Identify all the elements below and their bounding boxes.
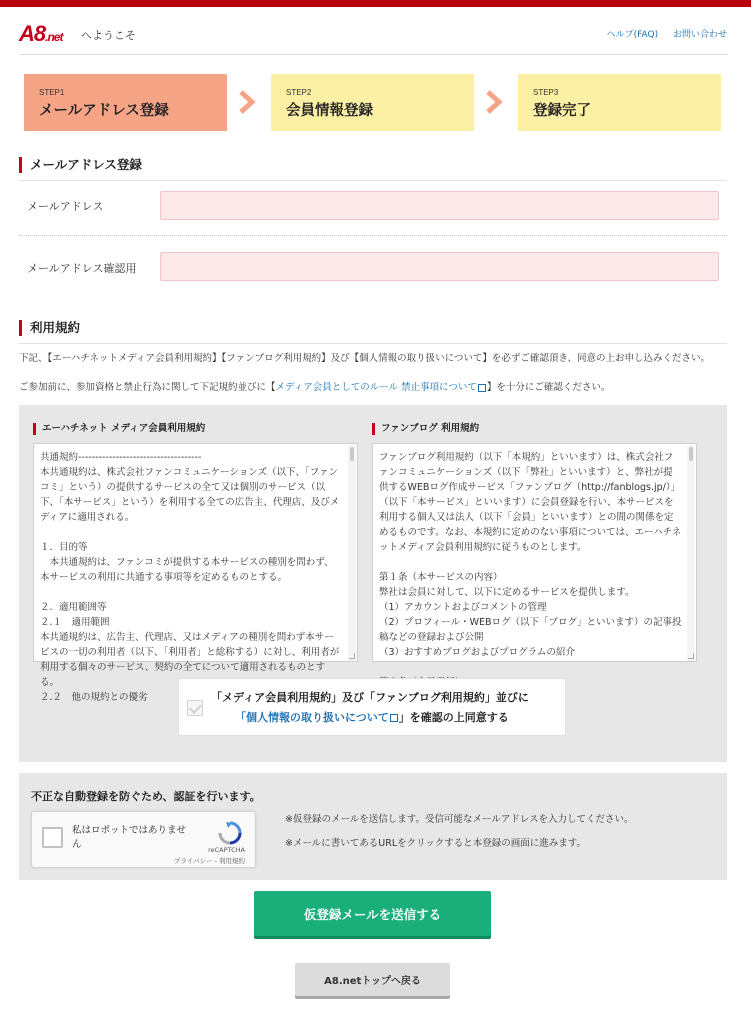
agree-text: 」を確認の上同意する xyxy=(398,711,509,724)
top-accent-bar xyxy=(0,0,751,7)
email-confirm-input[interactable] xyxy=(160,252,719,281)
media-terms-textarea[interactable] xyxy=(33,443,358,703)
step-2-label: 会員情報登録 xyxy=(286,103,373,119)
recaptcha-widget[interactable] xyxy=(31,811,256,868)
privacy-link-label: 「個人情報の取り扱いについて xyxy=(235,711,389,724)
email-label: メールアドレス xyxy=(27,200,104,213)
header-divider xyxy=(19,54,727,55)
step-1-number: STEP1 xyxy=(39,88,65,97)
recaptcha-logo-icon xyxy=(217,820,243,846)
field-divider xyxy=(19,235,727,236)
captcha-title: 不正な自動登録を防ぐため、認証を行います。 xyxy=(31,790,261,803)
fanblog-terms-title: ファンブログ 利用規約 xyxy=(372,423,479,435)
step-3 xyxy=(518,74,721,131)
send-provisional-email-button[interactable]: 仮登録メールを送信する xyxy=(254,891,491,936)
terms-description: 下記、【エーハチネットメディア会員利用規約】【ファンブログ利用規約】及び【個人情報の取り扱いについて】を必ずご確認頂き、同意の上お申し込みください。 xyxy=(19,353,711,364)
captcha-note-2: ※メールに書いてあるURLをクリックすると本登録の画面に進みます。 xyxy=(285,838,586,849)
agree-text-line1: 「メディア会員利用規約」及び「ファンブログ利用規約」並びに xyxy=(211,691,529,704)
step-1-label: メールアドレス登録 xyxy=(39,103,169,119)
chevron-right-icon xyxy=(481,89,507,115)
fanblog-terms-textarea[interactable] xyxy=(372,443,697,662)
logo-sub: .net xyxy=(45,30,63,44)
agree-checkbox[interactable] xyxy=(187,700,203,716)
a8net-logo[interactable] xyxy=(19,21,62,47)
step-2 xyxy=(271,74,474,131)
step-3-label: 登録完了 xyxy=(533,103,591,119)
chevron-right-icon xyxy=(234,89,260,115)
recaptcha-checkbox[interactable] xyxy=(42,827,63,848)
scrollbar-thumb[interactable] xyxy=(689,447,693,461)
email-confirm-label: メールアドレス確認用 xyxy=(27,262,137,275)
resize-grip-icon[interactable] xyxy=(349,653,355,659)
logo-main: A8 xyxy=(19,21,46,46)
recaptcha-label: 私はロボットではありません xyxy=(72,825,187,850)
email-input[interactable] xyxy=(160,191,719,220)
rules-link[interactable] xyxy=(276,382,487,393)
step-indicator xyxy=(24,74,721,131)
desc-text: 】を十分にご確認ください。 xyxy=(486,382,611,393)
terms-section-title: 利用規約 xyxy=(19,320,80,336)
step-3-number: STEP3 xyxy=(533,88,559,97)
agree-text-line2 xyxy=(235,709,509,725)
captcha-note-1: ※仮登録のメールを送信します。受信可能なメールアドレスを入力してください。 xyxy=(285,814,634,825)
rules-link-label: メディア会員としてのルール 禁止事項について xyxy=(275,382,477,393)
email-section-title: メールアドレス登録 xyxy=(19,157,142,173)
agree-terms-box[interactable] xyxy=(178,678,566,736)
external-link-icon xyxy=(478,384,486,392)
header xyxy=(0,7,751,55)
desc-text: ご参加前に、参加資格と禁止行為に関して下記規約並びに【 xyxy=(19,382,276,393)
media-terms-title: エーハチネット メディア会員利用規約 xyxy=(33,423,205,435)
external-link-icon xyxy=(390,714,398,722)
recaptcha-brand: reCAPTCHA xyxy=(208,846,245,854)
header-links xyxy=(595,27,727,40)
step-2-number: STEP2 xyxy=(286,88,312,97)
media-terms-text: 共通規約------------------------------------ 本共通規約は、株式会社ファンコミュニケーションズ（以下、「ファンコミ」という）の提供するサービスの全て又は個別のサービス（以下、「本サービス」という）を利用する全ての広告主、代理店、及びメディアに適用される。 １．目的等 本共通規約は、ファンコミが提供する本サービスの種別を問わず、本サービスの利用に共通する事項等を定めるものとする。 ２．適用範囲等 ２.１ 適用範囲 本共通規約は、広告主、代理店、又はメディアの種別を問わず本サービスの一切の利用者（以下、「利用者」と総称する）に対し、利用者が利用する個々のサービス、契約の全てについて適用されるものとする。 ２.２ 他の規約との優劣 xyxy=(40,452,340,703)
back-to-top-button[interactable]: A8.netトップへ戻る xyxy=(295,963,450,996)
scrollbar-thumb[interactable] xyxy=(350,447,354,461)
scrollbar[interactable] xyxy=(687,445,695,661)
terms-description-2 xyxy=(19,381,731,395)
recaptcha-links[interactable]: プライバシー - 利用規約 xyxy=(173,857,245,865)
section-divider xyxy=(19,343,727,344)
section-divider xyxy=(19,180,727,181)
fanblog-terms-text: ファンブログ利用規約（以下「本規約」といいます）は、株式会社ファンコミュニケーションズ（以下「弊社」といいます）と、弊社が提供するWEBログ作成サービス「ファンブログ（http://fanblogs.jp/）」（以下「本サービス」といいます）に会員登録を行い、本サービスを利用する個人又は法人（以下「会員」といいます）との間の関係を定めるものです。なお、本規約に定めのない事項については、エーハチネットメディア会員利用規約に従うものとします。 第１条（本サービスの内容） 弊社は会員に対して、以下に定めるサービスを提供します。 （1）アカウントおよびコメントの管理 （2）プロフィール・WEBログ（以下「ブログ」といいます）の記事投稿などの登録および公開 （3）おすすめブログおよびプログラムの紹介 xyxy=(379,452,682,658)
contact-link[interactable]: お問い合わせ xyxy=(672,30,727,40)
privacy-link[interactable] xyxy=(235,711,399,724)
welcome-text: へようこそ xyxy=(81,29,136,42)
captcha-panel xyxy=(19,773,727,880)
scrollbar[interactable] xyxy=(348,445,356,661)
help-faq-link[interactable]: ヘルプ(FAQ) xyxy=(606,30,659,40)
step-1 xyxy=(24,74,227,131)
resize-grip-icon[interactable] xyxy=(688,653,694,659)
